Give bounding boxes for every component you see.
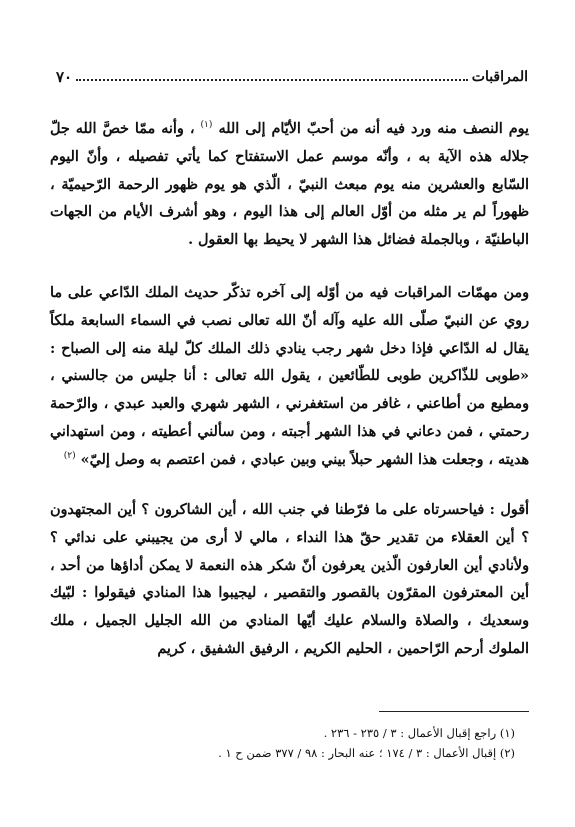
dotted-leader bbox=[76, 79, 468, 81]
running-header bbox=[56, 66, 528, 88]
footnotes bbox=[60, 723, 515, 763]
footnote-marker-2: (٢) bbox=[63, 451, 76, 462]
paragraph-2-text: ومن مهمّات المراقبات فيه من أوّله إلى آخره تذكّر حديث الملك الدّاعي على ما روي عن النبيّ صلّى الله عليه وآله أنّ الله تعالى نصب في السماء السابعة ملكاً يقال له الدّاعي فإذا دخل شهر رجب ينادي ذلك الملك كلّ ليلة منه إلى الصباح : «طوبى للذّاكرين طوبى للطّائعين ، يقول الله تعالى : أنا جليس من جالسني ، ومطيع من أطاعني ، غافر من استغفرني ، الشهر شهري والعبد عبدي ، والرّحمة رحمتي ، فمن دعاني في هذا الشهر أجبته ، ومن سألني أعطيته ، ومن استهداني هديته ، وجعلت هذا الشهر حبلاً بيني وبين عبادي ، فمن اعتصم به وصل إليّ» bbox=[50, 285, 529, 468]
page-number: ٧٠ bbox=[56, 68, 73, 86]
footnote-2: (٢) إقبال الأعمال : ٣ / ١٧٤ ؛ عنه البحار : ٩٨ / ٣٧٧ ضمن ح ١ . bbox=[218, 746, 515, 760]
paragraph-3-text: فياحسرتاه على ما فرّطنا في جنب الله ، أين الشاكرون ؟ أين المجتهدون ؟ أين العقلاء من تقدير حقّ هذا النداء ، مالي لا أرى من يجيبني على ندائي ؟ ولأنادي أين العارفون الّذين يعرفون أنّ شكر هذه النعمة لا يمكن أداؤها من أحد ، أين المعترفون المقرّون بالقصور والتقصير ، ليجيبوا هذا المنادي فيقولوا : لبّيك وسعديك ، والصلاة والسلام عليك أيّها المنادي من الله الجليل الجميل ، ملك الملوك أرحم الرّاحمين ، الحليم الكريم ، الرفيق الشفيق ، كريم bbox=[50, 502, 529, 657]
running-title: المراقبات bbox=[471, 69, 528, 85]
footnote-marker-1: (١) bbox=[200, 120, 213, 131]
footnote-1: (١) راجع إقبال الأعمال : ٣ / ٢٣٥ - ٢٣٦ . bbox=[323, 726, 515, 740]
footnote-separator bbox=[379, 711, 529, 712]
paragraph-3 bbox=[50, 497, 529, 664]
paragraph-1-text-end: ، وأنه ممّا خصَّ الله جلّ جلاله هذه الآية به ، وأنّه موسم عمل الاستفتاح كما يأتي تفصيله ، وأنّ اليوم السّابع والعشرين منه يوم مبعث النبيّ ، الّذي هو يوم ظهور الرحمة الرّحيميّة ، ظهوراً لم ير مثله من أوّل العالم إلى هذا اليوم ، وهو أشرف الأيام من الجهات الباطنيّة ، وبالجملة فضائل هذا الشهر لا يحيط بها العقول . bbox=[50, 121, 529, 249]
paragraph-3-lead-word: أقول : bbox=[489, 502, 530, 518]
paragraph-1-text-start: يوم النصف منه ورد فيه أنه من أحبّ الأيّام إلى الله bbox=[218, 121, 529, 137]
paragraph-1 bbox=[50, 116, 529, 255]
paragraph-2 bbox=[50, 280, 529, 475]
